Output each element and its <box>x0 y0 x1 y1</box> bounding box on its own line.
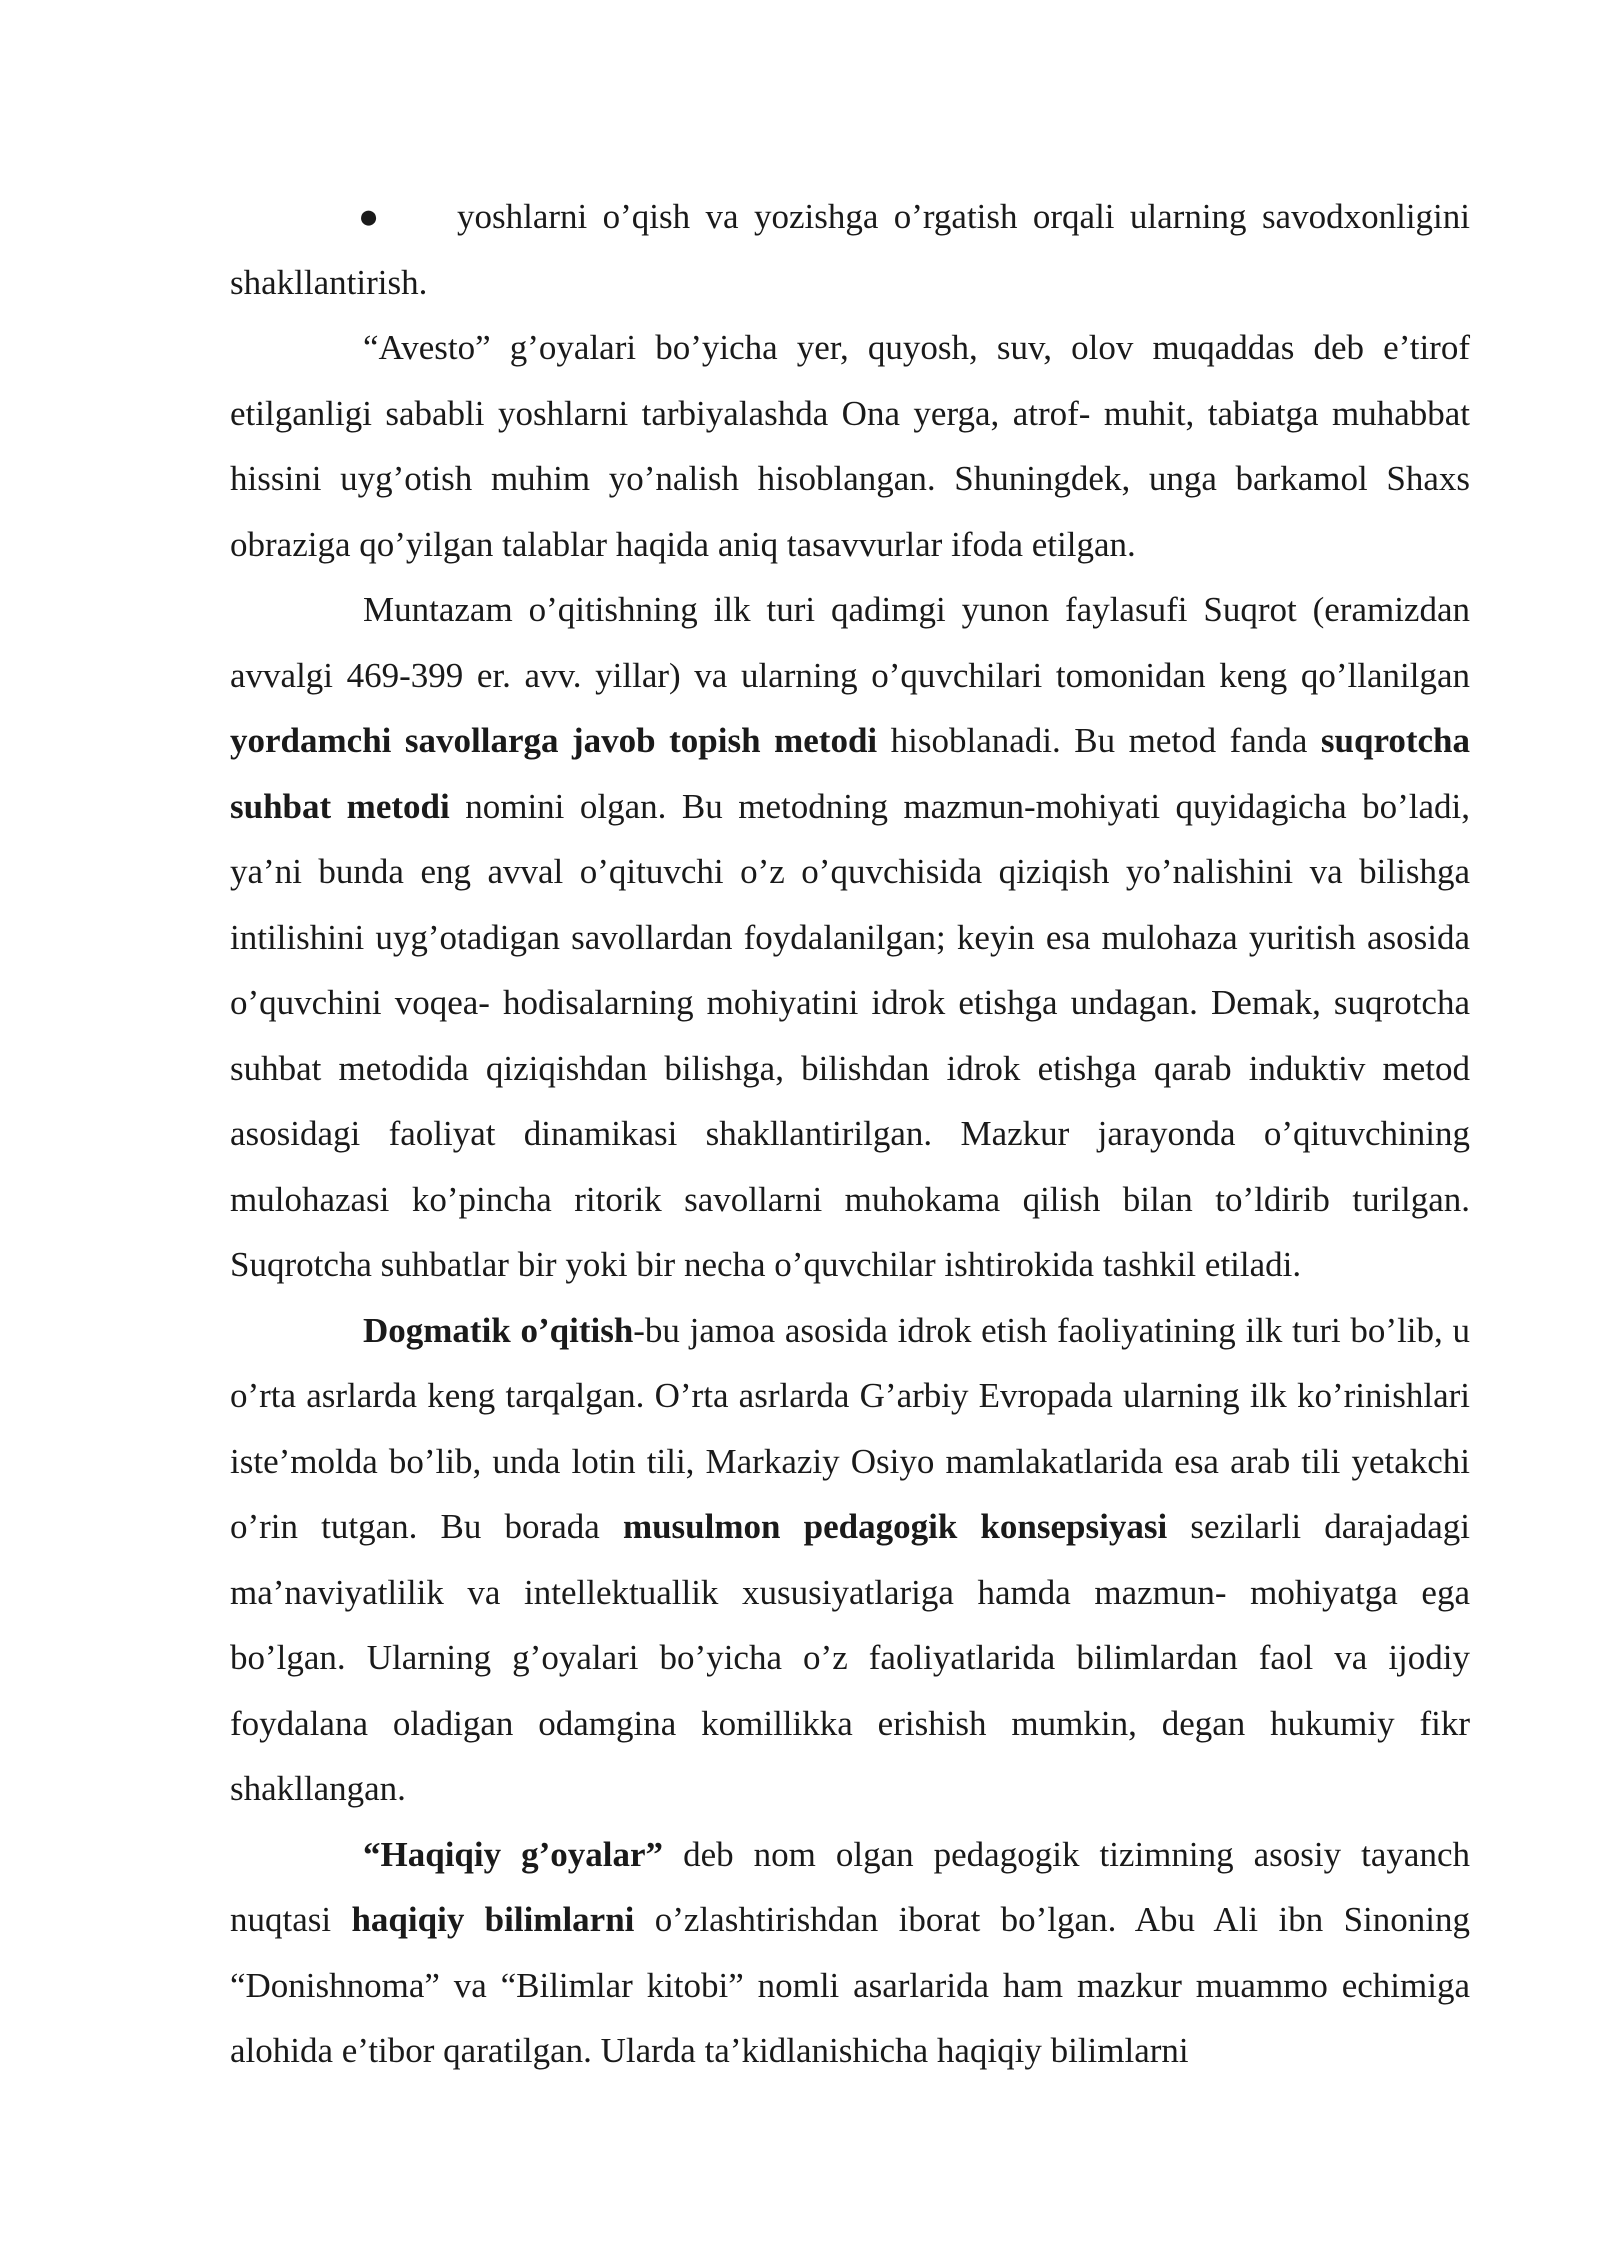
paragraph-dogmatik <box>230 1298 1470 1822</box>
bold-term: yordamchi savollarga javob topish metodi <box>230 721 878 760</box>
paragraph-text: nomini olgan. Bu metodning mazmun-mohiyati quyidagicha bo’ladi, ya’ni bunda eng avval o’qituvchi o’z o’quvchisida qiziqish yo’nalishini va bilishga intilishini uyg’otadigan savollardan foydalanilgan; keyin esa mulohaza yuritish asosida o’quvchini voqea- hodisalarning mohiyatini idrok etishga undagan. Demak, suqrotcha suhbat metodida qiziqishdan bilishga, bilishdan idrok etishga qarab induktiv metod asosidagi faoliyat dinamikasi shakllantirilgan. Mazkur jarayonda o’qituvchining mulohazasi ko’pincha ritorik savollarni muhokama qilish bilan to’ldirib turilgan. Suqrotcha suhbatlar bir yoki bir necha o’quvchilar ishtirokida tashkil etiladi. <box>230 786 1470 1284</box>
bold-term: musulmon pedagogik konsepsiyasi <box>622 1507 1168 1546</box>
bullet-icon: ● <box>358 197 380 236</box>
paragraph-text: hisoblanadi. Bu metod fanda <box>877 721 1321 760</box>
bold-term: “Haqiqiy g’oyalar” <box>363 1834 664 1874</box>
paragraph-text: o’zlashtirishdan iborat bo’lgan. Abu Ali ibn Sinoning “Donishnoma” va “Bilimlar kitobi” nomli asarlarida ham mazkur muammo echimiga alohida e’tibor qaratilgan. Ularda ta’kidlanishicha haqiqiy bilimlarni <box>230 1900 1470 2070</box>
bullet-list-item <box>230 184 1470 315</box>
document-page <box>230 184 1470 2084</box>
bold-term: suqrotcha suhbat metodi <box>230 721 1470 826</box>
paragraph-text: “Avesto” g’oyalari bo’yicha yer, quyosh, suv, olov muqaddas deb e’tirof etilganligi sababli yoshlarni tarbiyalashda Ona yerga, atrof- muhit, tabiatga muhabbat hissini uyg’otish muhim yo’nalish hisoblangan. Shuningdek, unga barkamol Shaxs obraziga qo’yilgan talablar haqida aniq tasavvurlar ifoda etilgan. <box>230 328 1470 564</box>
paragraph-text: deb nom olgan pedagogik tizimning asosiy tayanch nuqtasi <box>230 1834 1470 1939</box>
paragraph-haqiqiy <box>230 1822 1470 2084</box>
paragraph-suqrot <box>230 577 1470 1298</box>
paragraph-text: Muntazam o’qitishning ilk turi qadimgi yunon faylasufi Suqrot (eramizdan avvalgi 469-399 er. avv. yillar) va ularning o’quvchilari tomonidan keng qo’llanilgan <box>230 590 1470 695</box>
bold-term: Dogmatik o’qitish <box>363 1310 634 1350</box>
paragraph-text: -bu jamoa asosida idrok etish faoliyatining ilk turi bo’lib, u o’rta asrlarda keng tarqalgan. O’rta asrlarda G’arbiy Evropada ularning ilk ko’rinishlari iste’molda bo’lib, unda lotin tili, Markaziy Osiyo mamlakatlarida esa arab tili yetakchi o’rin tutgan. Bu borada <box>230 1310 1470 1546</box>
paragraph-text: sezilarli darajadagi ma’naviyatlilik va intellektuallik xususiyatlariga hamda mazmun- mohiyatga ega bo’lgan. Ularning g’oyalari bo’yicha o’z faoliyatlarida bilimlardan faol va ijodiy foydalana oladigan odamgina komillikka erishish mumkin, degan hukumiy fikr shakllangan. <box>230 1507 1470 1808</box>
bullet-item-text: yoshlarni o’qish va yozishga o’rgatish orqali ularning savodxonligini shakllantirish. <box>230 197 1470 302</box>
bold-term: haqiqiy bilimlarni <box>351 1900 635 1939</box>
paragraph-avesto <box>230 315 1470 577</box>
